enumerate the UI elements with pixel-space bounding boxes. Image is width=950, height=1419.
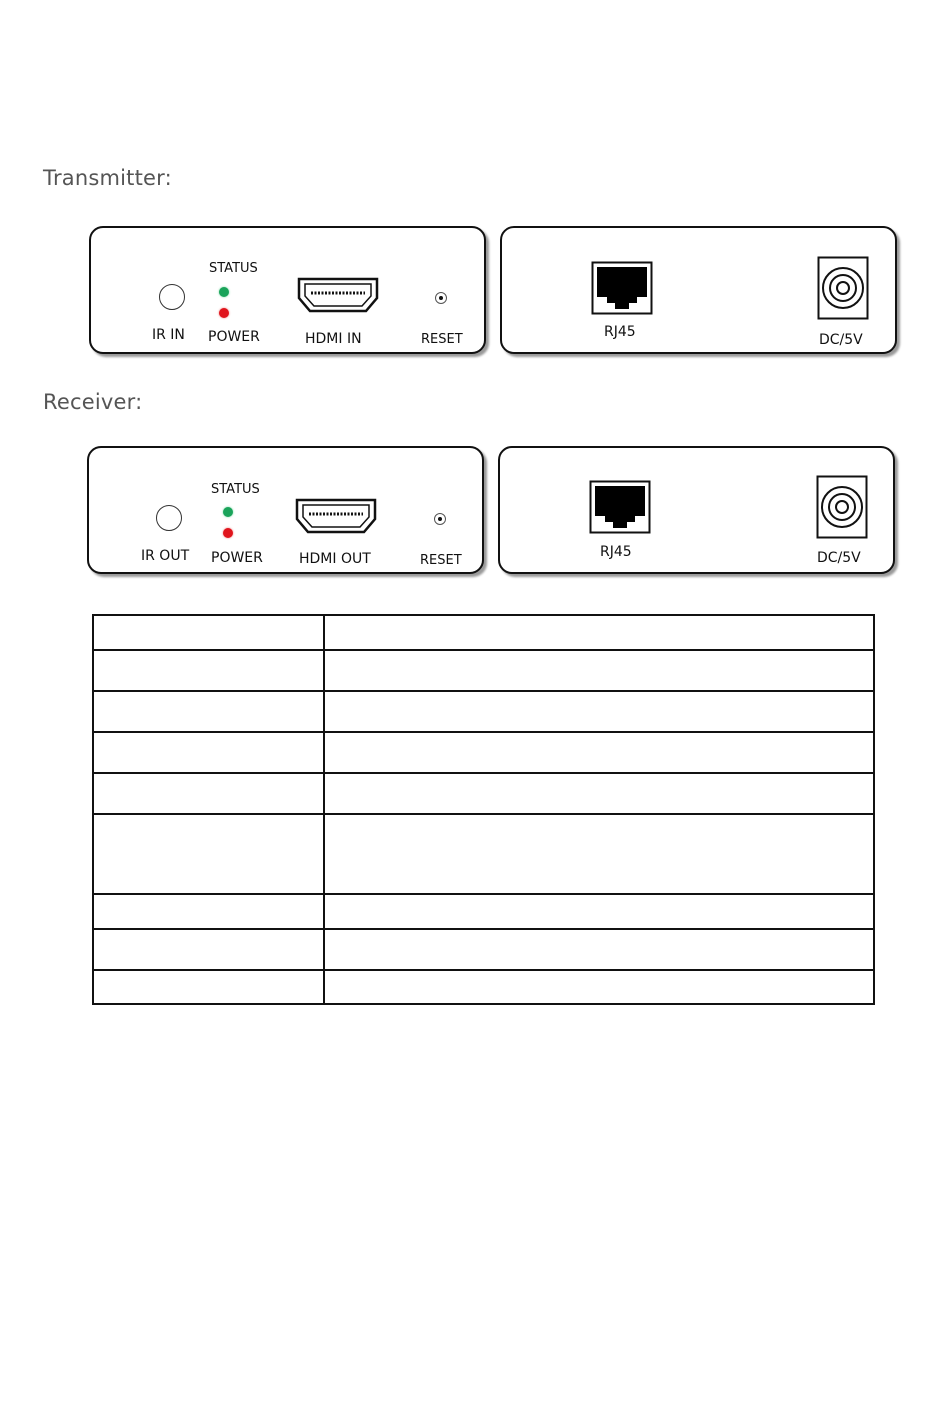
table-row <box>93 814 874 894</box>
dc-power-jack-icon <box>816 475 868 539</box>
table-cell <box>93 929 324 970</box>
table-cell <box>324 773 874 814</box>
reset-label: RESET <box>420 553 462 568</box>
table-row <box>93 773 874 814</box>
transmitter-rear-panel <box>500 226 897 354</box>
status-label: STATUS <box>211 482 260 497</box>
table-cell <box>324 814 874 894</box>
status-led-icon <box>219 287 229 297</box>
table-row <box>93 691 874 732</box>
reset-button-icon <box>435 292 447 304</box>
table-cell <box>324 691 874 732</box>
ir-out-sensor-icon <box>156 505 182 531</box>
table-cell <box>324 970 874 1004</box>
power-led-icon <box>223 528 233 538</box>
table-cell <box>93 773 324 814</box>
table-cell <box>324 929 874 970</box>
receiver-heading: Receiver: <box>43 390 143 414</box>
reset-label: RESET <box>421 332 463 347</box>
status-label: STATUS <box>209 261 258 276</box>
table-cell <box>324 732 874 773</box>
power-label: POWER <box>211 550 263 566</box>
table-cell <box>93 894 324 929</box>
table-row <box>93 615 874 650</box>
transmitter-front-panel <box>89 226 486 354</box>
status-led-icon <box>223 507 233 517</box>
table-row <box>93 970 874 1004</box>
table-cell <box>324 615 874 650</box>
dc-5v-label: DC/5V <box>819 332 863 348</box>
table-row <box>93 894 874 929</box>
table-cell <box>93 814 324 894</box>
reset-button-icon <box>434 513 446 525</box>
table-cell <box>93 691 324 732</box>
table-row <box>93 732 874 773</box>
receiver-front-panel <box>87 446 484 574</box>
ir-in-label: IR IN <box>152 327 185 343</box>
ir-in-sensor-icon <box>159 284 185 310</box>
power-label: POWER <box>208 329 260 345</box>
spec-table <box>92 614 875 1005</box>
hdmi-in-port-icon <box>296 276 380 314</box>
receiver-rear-panel <box>498 446 895 574</box>
rj45-port-icon <box>589 480 651 534</box>
table-cell <box>93 970 324 1004</box>
rj45-label: RJ45 <box>600 544 632 560</box>
table-row <box>93 929 874 970</box>
hdmi-in-label: HDMI IN <box>305 331 362 347</box>
table-row <box>93 650 874 691</box>
table-cell <box>324 650 874 691</box>
ir-out-label: IR OUT <box>141 548 190 564</box>
table-cell <box>93 732 324 773</box>
table-cell <box>93 650 324 691</box>
dc-5v-label: DC/5V <box>817 550 861 566</box>
table-cell <box>324 894 874 929</box>
rj45-port-icon <box>591 261 653 315</box>
hdmi-out-port-icon <box>294 497 378 535</box>
transmitter-heading: Transmitter: <box>43 166 172 190</box>
rj45-label: RJ45 <box>604 324 636 340</box>
dc-power-jack-icon <box>817 256 869 320</box>
power-led-icon <box>219 308 229 318</box>
hdmi-out-label: HDMI OUT <box>299 551 371 567</box>
table-cell <box>93 615 324 650</box>
